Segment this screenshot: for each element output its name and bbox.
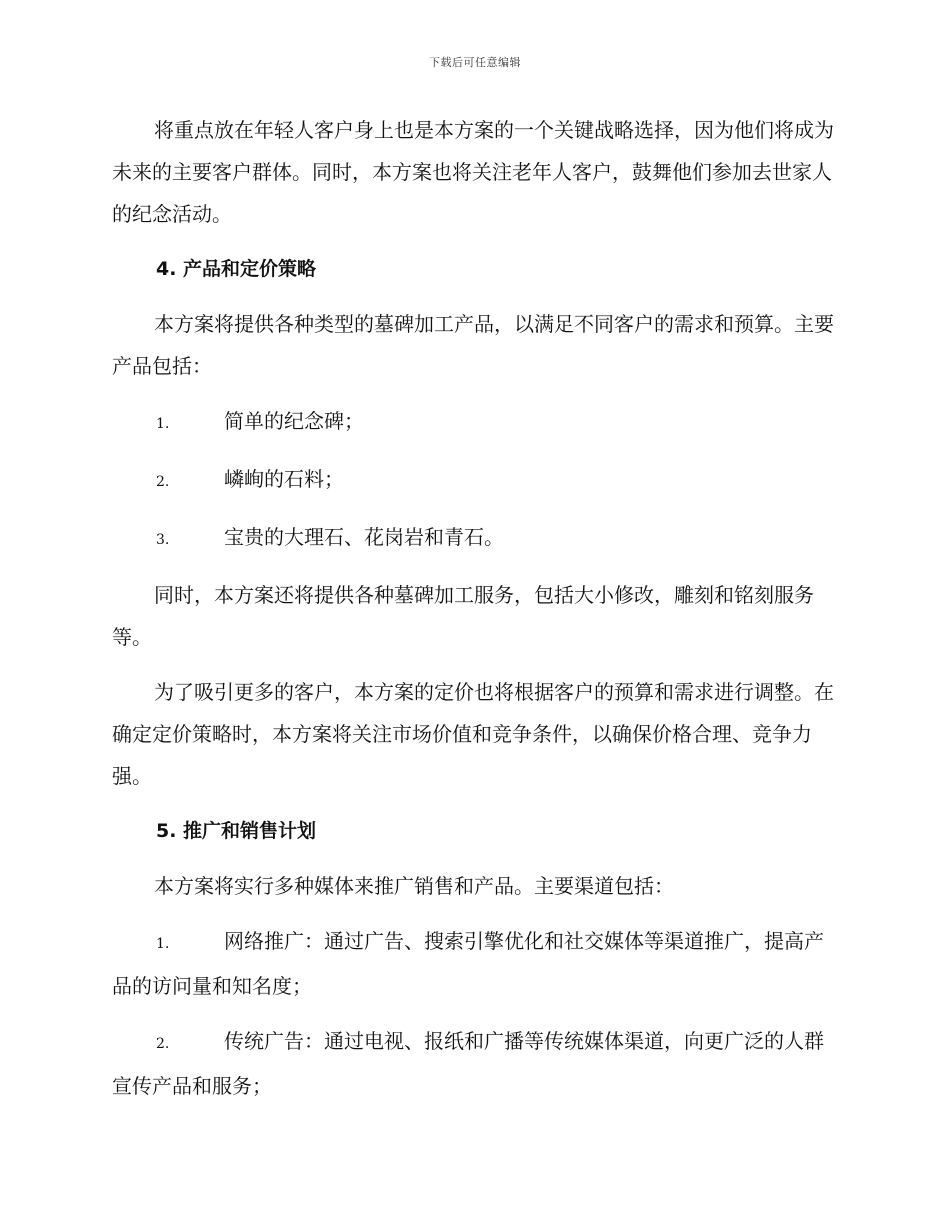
document-body: [112, 109, 837, 1120]
list-number: 1.: [156, 936, 170, 952]
list-item: [112, 458, 837, 503]
paragraph: 本方案将提供各种类型的墓碑加工产品，以满足不同客户的需求和预算。主要产品包括：: [112, 312, 834, 378]
list-item: [112, 1020, 837, 1107]
list-item-text: 传统广告：通过电视、报纸和广播等传统媒体渠道，向更广泛的人群宣传产品和服务；: [112, 1029, 824, 1098]
paragraph: 为了吸引更多的客户，本方案的定价也将根据客户的预算和需求进行调整。在确定定价策略时，本方案将关注市场价值和竞争条件，以确保价格合理、竞争力强。: [112, 680, 834, 788]
list-item: [112, 516, 837, 561]
list-number: 2.: [156, 1036, 170, 1052]
paragraph: 本方案将实行多种媒体来推广销售和产品。主要渠道包括：: [154, 874, 674, 898]
paragraph: 同时，本方案还将提供各种墓碑加工服务，包括大小修改，雕刻和铭刻服务等。: [112, 583, 814, 649]
list-item: [112, 920, 837, 1007]
paragraph: 将重点放在年轻人客户身上也是本方案的一个关键战略选择，因为他们将成为未来的主要客户群体。同时，本方案也将关注老年人客户，鼓舞他们参加去世家人的纪念活动。: [112, 118, 834, 226]
list-item: [112, 400, 837, 445]
list-item-text: 嶙峋的石料；: [224, 467, 344, 491]
page-header: 下载后可任意编辑: [429, 56, 521, 69]
list-item-text: 简单的纪念碑；: [224, 409, 364, 433]
list-item-text: 网络推广：通过广告、搜索引擎优化和社交媒体等渠道推广，提高产品的访问量和知名度；: [112, 929, 824, 998]
list-number: 2.: [156, 474, 170, 490]
list-item-text: 宝贵的大理石、花岗岩和青石。: [224, 525, 504, 549]
section-heading: 5. 推广和销售计划: [156, 820, 317, 842]
list-number: 1.: [156, 416, 170, 432]
list-number: 3.: [156, 532, 170, 548]
section-heading: 4. 产品和定价策略: [156, 258, 317, 280]
